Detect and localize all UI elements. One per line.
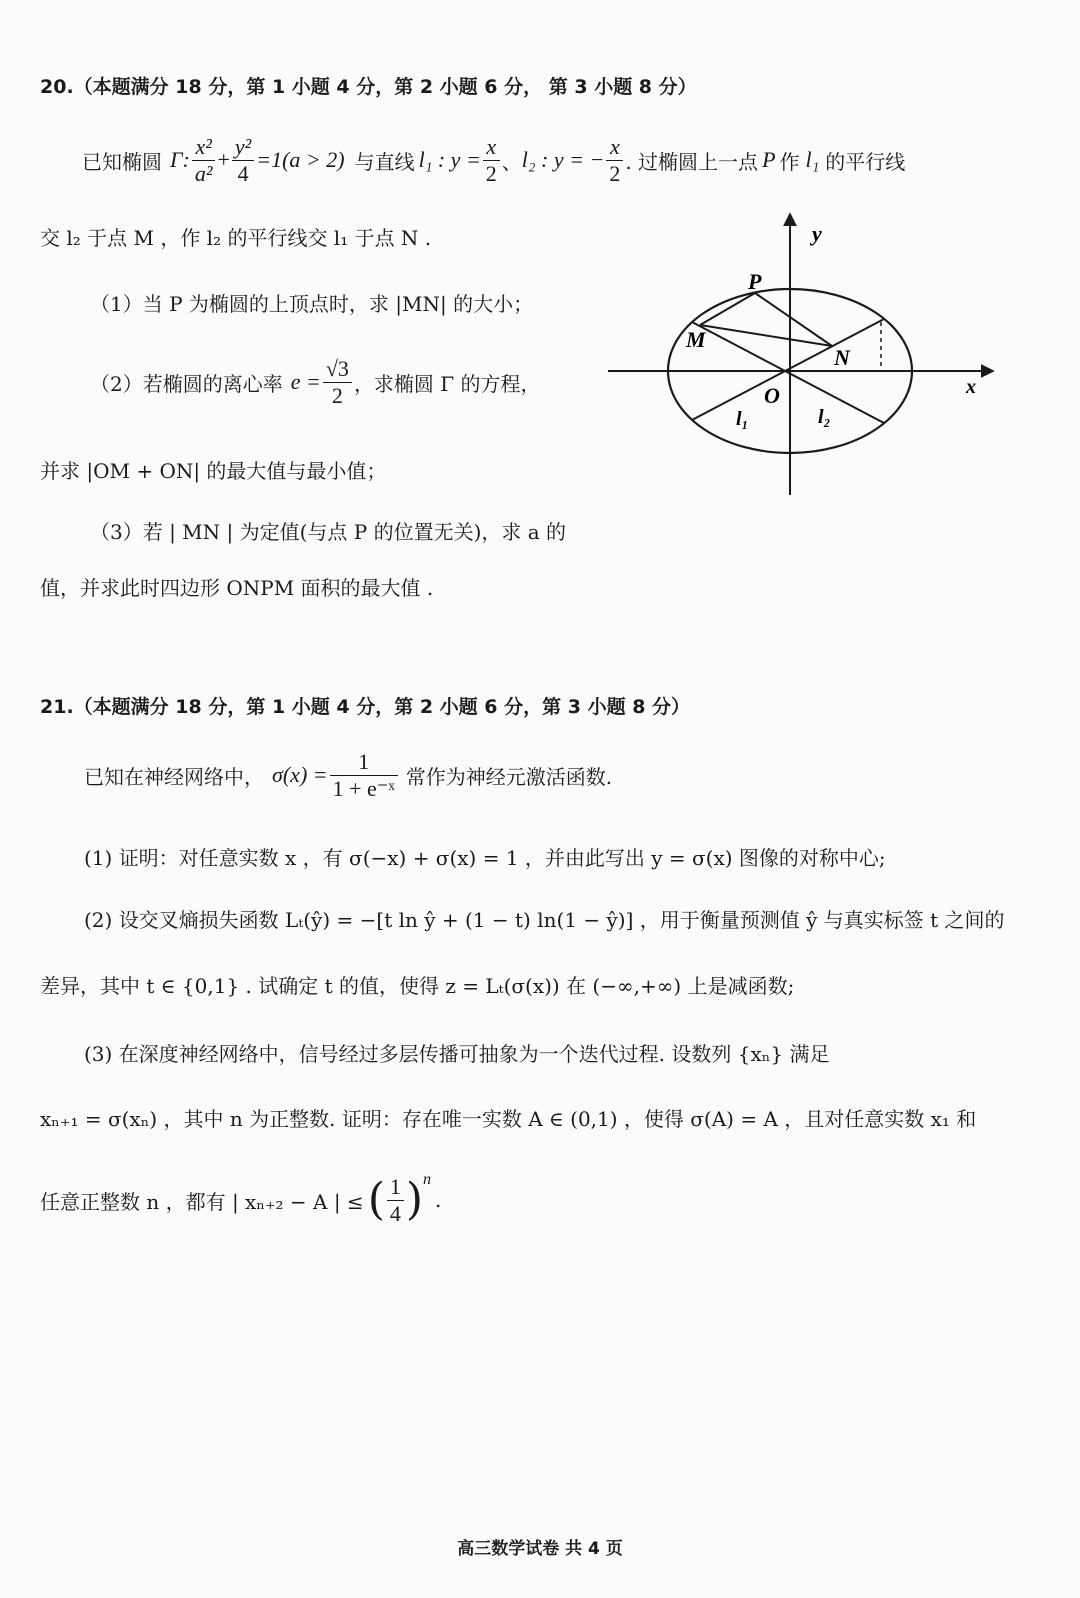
quarter-den: 4 — [389, 1200, 401, 1226]
label-n: N — [834, 345, 850, 370]
q21-intro-line — [84, 745, 612, 805]
ellipse-x-num: x² — [192, 134, 216, 160]
ellipse-y-fraction — [232, 134, 254, 186]
line-l2-drawn — [692, 322, 884, 423]
eccentricity-label: e = — [290, 369, 321, 394]
gamma-prefix: Γ: — [170, 147, 190, 172]
l1-den: 2 — [485, 160, 497, 186]
left-paren: ( — [367, 1174, 385, 1225]
q21-intro-a: 已知在神经网络中， — [84, 764, 264, 789]
ellipse-x-fraction — [192, 134, 216, 186]
q20-part2-c: 并求 |OM + ON| 的最大值与最小值； — [40, 459, 387, 483]
segment-pn — [755, 293, 832, 346]
ellipse-y-den: 4 — [237, 160, 249, 186]
ellipse-figure — [600, 205, 1000, 505]
q20-intro-b: 与直线 — [354, 149, 415, 174]
l1-fraction — [483, 134, 500, 186]
q21-part3-a: (3) 在深度神经网络中，信号经过多层传播可抽象为一个迭代过程. 设数列 {xₙ} 满足 — [84, 1042, 830, 1066]
q21-part3-b: xₙ₊₁ = σ(xₙ) ，其中 n 为正整数. 证明：存在唯一实数 A ∈ (0,1) ，使得 σ(A) = A ，且对任意实数 x₁ 和 — [40, 1107, 977, 1131]
q20-intro-c: . 过椭圆上一点 — [625, 149, 759, 174]
q21-part1: (1) 证明：对任意实数 x ，有 σ(−x) + σ(x) = 1 ，并由此写出 y = σ(x) 图像的对称中心; — [84, 846, 886, 870]
sqrt3: √3 — [323, 356, 352, 382]
q21-part3-c: 任意正整数 n ，都有 | xₙ₊₂ − A | ≤ — [40, 1189, 364, 1214]
page-footer: 高三数学试卷 共 4 页 — [457, 1539, 623, 1559]
sigma-lhs: σ(x) = — [272, 762, 328, 787]
q20-intro-a: 已知椭圆 — [82, 149, 162, 174]
right-paren: ) — [405, 1174, 424, 1225]
l1-definition: l₁ : y = — [418, 147, 481, 172]
q21-part2-a: (2) 设交叉熵损失函数 Lₜ(ŷ) = −[t ln ŷ + (1 − t) ln(1 − ŷ)] ，用于衡量预测值 ŷ 与真实标签 t 之间的 — [84, 908, 1005, 932]
label-l1: l₁ — [736, 408, 749, 430]
exponent-n: n — [423, 1171, 432, 1188]
q20-part2-line — [90, 352, 541, 412]
label-y: y — [812, 221, 822, 246]
quarter-num: 1 — [387, 1174, 404, 1200]
sigma-den: 1 + e⁻ˣ — [332, 775, 395, 801]
final-period: . — [435, 1188, 442, 1212]
label-l2: l₂ — [818, 406, 831, 428]
ellipse-x-den: a² — [194, 160, 213, 186]
ellipse-y-num: y² — [232, 134, 254, 160]
q20-intro-e: 的平行线 — [825, 149, 906, 174]
q20-intro-line — [82, 130, 905, 190]
plus-sign: + — [217, 147, 230, 172]
q21-part3-c-line — [40, 1165, 441, 1235]
l2-num: x — [606, 134, 623, 160]
q20-part1: （1）当 P 为椭圆的上顶点时，求 |MN| 的大小； — [90, 292, 534, 316]
q21-heading: 21.（本题满分 18 分，第 1 小题 4 分，第 2 小题 6 分，第 3 小题 8 分） — [40, 696, 691, 718]
q20-part2-a: （2）若椭圆的离心率 — [90, 371, 283, 396]
q20-heading: 20.（本题满分 18 分，第 1 小题 4 分，第 2 小题 6 分， 第 3 小题 8 分） — [40, 76, 697, 98]
line-l1-drawn — [692, 319, 884, 420]
l2-definition: l₂ : y = − — [521, 147, 605, 172]
eccentricity-fraction — [323, 356, 352, 408]
sigma-num: 1 — [330, 749, 398, 775]
q20-part2-b: ，求椭圆 Γ 的方程， — [353, 371, 541, 396]
quarter-fraction — [387, 1174, 404, 1226]
q20-intro-d: 作 — [779, 149, 800, 174]
l1-num: x — [483, 134, 500, 160]
q21-part2-b: 差异，其中 t ∈ {0,1} . 试确定 t 的值，使得 z = Lₜ(σ(x)) 在 (−∞,+∞) 上是减函数; — [40, 974, 795, 998]
ellipse-rhs: =1(a > 2) — [256, 147, 345, 172]
q20-part3-b: 值，并求此时四边形 ONPM 面积的最大值 . — [40, 576, 434, 600]
line-l1: l₁ — [805, 147, 820, 172]
label-x: x — [966, 376, 976, 398]
sigma-fraction — [330, 749, 398, 801]
label-o: O — [764, 383, 780, 408]
q20-part3-a: （3）若 | MN | 为定值(与点 P 的位置无关)，求 a 的 — [90, 520, 567, 544]
point-p: P — [762, 147, 776, 172]
label-p: P — [748, 269, 762, 294]
q20-line2: 交 l₂ 于点 M ，作 l₂ 的平行线交 l₁ 于点 N . — [40, 226, 432, 250]
l2-den: 2 — [609, 160, 621, 186]
l2-fraction — [606, 134, 623, 186]
label-m: M — [686, 327, 706, 352]
separator: 、 — [501, 149, 522, 174]
q21-intro-b: 常作为神经元激活函数. — [405, 764, 613, 789]
eccentricity-den: 2 — [331, 382, 343, 408]
